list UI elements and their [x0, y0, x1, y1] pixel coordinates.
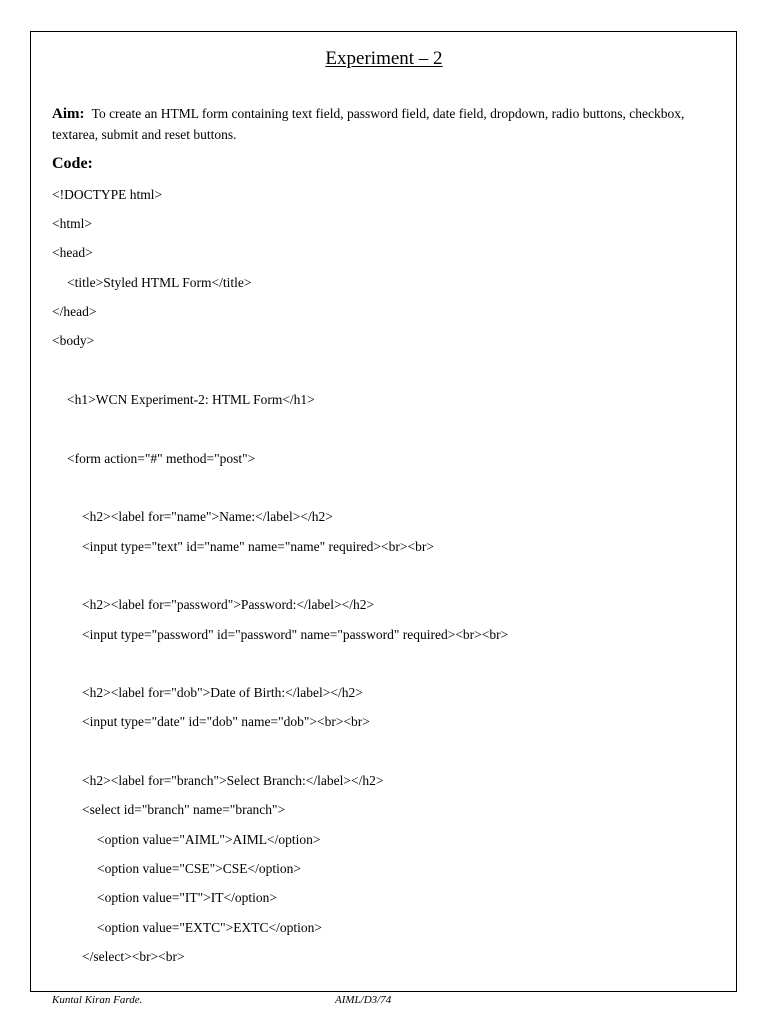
code-line: <h1>WCN Experiment-2: HTML Form</h1> — [67, 392, 315, 407]
footer-author: Kuntal Kiran Farde. — [52, 994, 143, 1006]
code-line: <html> — [52, 216, 92, 231]
code-line: <input type="date" id="dob" name="dob"><br><br> — [82, 714, 370, 729]
code-line: </select><br><br> — [82, 949, 185, 964]
code-line: <head> — [52, 245, 93, 260]
page-title-text: Experiment – 2 — [325, 48, 443, 69]
code-line: <option value="EXTC">EXTC</option> — [97, 920, 322, 935]
aim-text: To create an HTML form containing text field, password field, date field, dropdown, radio buttons, checkbox, textarea, submit and reset buttons. — [52, 106, 685, 142]
aim-paragraph — [52, 104, 712, 144]
code-line: <option value="CSE">CSE</option> — [97, 861, 301, 876]
code-line: <body> — [52, 333, 95, 348]
code-line: <select id="branch" name="branch"> — [82, 802, 286, 817]
page-title — [0, 46, 768, 72]
code-line: <input type="text" id="name" name="name" required><br><br> — [82, 539, 434, 554]
code-line: <h2><label for="branch">Select Branch:</label></h2> — [82, 773, 384, 788]
aim-label: Aim: — [52, 106, 85, 122]
code-line: <h2><label for="password">Password:</label></h2> — [82, 597, 375, 612]
code-line: <form action="#" method="post"> — [67, 451, 256, 466]
code-heading: Code: — [52, 155, 93, 172]
code-line: <!DOCTYPE html> — [52, 187, 163, 202]
code-line: <option value="IT">IT</option> — [97, 890, 277, 905]
code-line: <h2><label for="name">Name:</label></h2> — [82, 509, 333, 524]
code-line: <input type="password" id="password" name="password" required><br><br> — [82, 627, 509, 642]
code-line: <h2><label for="dob">Date of Birth:</label></h2> — [82, 685, 363, 700]
code-line: </head> — [52, 304, 97, 319]
code-line: <title>Styled HTML Form</title> — [67, 275, 252, 290]
code-line: <option value="AIML">AIML</option> — [97, 832, 321, 847]
footer-roll-number: AIML/D3/74 — [335, 994, 392, 1006]
